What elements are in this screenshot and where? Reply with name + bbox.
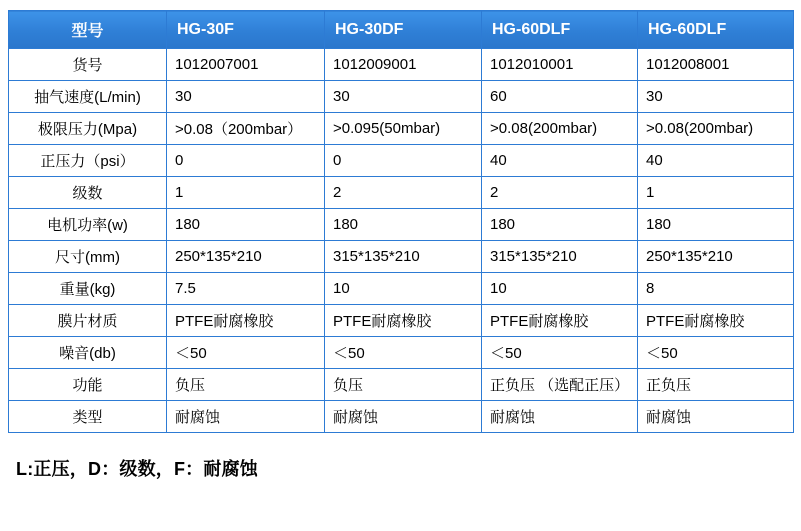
- cell-value: 40: [638, 145, 794, 177]
- cell-value: 10: [482, 273, 638, 305]
- row-label: 货号: [9, 49, 167, 81]
- row-label: 膜片材质: [9, 305, 167, 337]
- row-label: 抽气速度(L/min): [9, 81, 167, 113]
- cell-value: 负压: [167, 369, 325, 401]
- header-cell-parameter: 型号: [9, 11, 167, 49]
- table-row: [9, 177, 794, 209]
- cell-value: >0.08（200mbar）: [167, 113, 325, 145]
- row-label: 电机功率(w): [9, 209, 167, 241]
- table-row: [9, 305, 794, 337]
- cell-value: ＜50: [482, 337, 638, 369]
- row-label: 类型: [9, 401, 167, 433]
- cell-value: >0.08(200mbar): [638, 113, 794, 145]
- cell-value: 60: [482, 81, 638, 113]
- cell-value: 1012009001: [325, 49, 482, 81]
- cell-value: 1012008001: [638, 49, 794, 81]
- cell-value: 30: [638, 81, 794, 113]
- table-row: [9, 401, 794, 433]
- table-row: [9, 49, 794, 81]
- legend-note: L:正压，D：级数，F：耐腐蚀: [16, 459, 258, 479]
- cell-value: 40: [482, 145, 638, 177]
- row-label: 尺寸(mm): [9, 241, 167, 273]
- cell-value: 10: [325, 273, 482, 305]
- cell-value: 7.5: [167, 273, 325, 305]
- cell-value: 180: [638, 209, 794, 241]
- table-row: [9, 145, 794, 177]
- header-cell-model-2: HG-30DF: [325, 11, 482, 49]
- table-row: [9, 209, 794, 241]
- table-body: [9, 49, 794, 433]
- cell-value: 1012010001: [482, 49, 638, 81]
- cell-value: PTFE耐腐橡胶: [482, 305, 638, 337]
- cell-value: 1: [167, 177, 325, 209]
- cell-value: 30: [325, 81, 482, 113]
- table-row: [9, 81, 794, 113]
- table-row: [9, 337, 794, 369]
- header-cell-model-4: HG-60DLF: [638, 11, 794, 49]
- cell-value: 0: [167, 145, 325, 177]
- row-label: 级数: [9, 177, 167, 209]
- row-label: 重量(kg): [9, 273, 167, 305]
- cell-value: 180: [482, 209, 638, 241]
- header-cell-model-3: HG-60DLF: [482, 11, 638, 49]
- cell-value: 0: [325, 145, 482, 177]
- cell-value: ＜50: [638, 337, 794, 369]
- cell-value: >0.08(200mbar): [482, 113, 638, 145]
- cell-value: 180: [167, 209, 325, 241]
- row-label: 功能: [9, 369, 167, 401]
- table-row: [9, 273, 794, 305]
- cell-value: 耐腐蚀: [638, 401, 794, 433]
- cell-value: 正负压 （选配正压）: [482, 369, 638, 401]
- cell-value: 2: [325, 177, 482, 209]
- cell-value: 315*135*210: [325, 241, 482, 273]
- cell-value: 180: [325, 209, 482, 241]
- cell-value: 负压: [325, 369, 482, 401]
- cell-value: 30: [167, 81, 325, 113]
- specification-table: [8, 10, 794, 433]
- table-row: [9, 113, 794, 145]
- cell-value: ＜50: [167, 337, 325, 369]
- table-header: [9, 11, 794, 49]
- table-row: [9, 241, 794, 273]
- cell-value: 耐腐蚀: [325, 401, 482, 433]
- cell-value: PTFE耐腐橡胶: [638, 305, 794, 337]
- table-row: [9, 369, 794, 401]
- cell-value: 8: [638, 273, 794, 305]
- cell-value: 耐腐蚀: [482, 401, 638, 433]
- row-label: 正压力（psi）: [9, 145, 167, 177]
- cell-value: PTFE耐腐橡胶: [167, 305, 325, 337]
- row-label: 噪音(db): [9, 337, 167, 369]
- cell-value: 315*135*210: [482, 241, 638, 273]
- header-cell-model-1: HG-30F: [167, 11, 325, 49]
- cell-value: PTFE耐腐橡胶: [325, 305, 482, 337]
- table-header-row: [9, 11, 794, 49]
- cell-value: 250*135*210: [167, 241, 325, 273]
- cell-value: 1012007001: [167, 49, 325, 81]
- cell-value: 正负压: [638, 369, 794, 401]
- cell-value: ＜50: [325, 337, 482, 369]
- cell-value: 250*135*210: [638, 241, 794, 273]
- cell-value: 耐腐蚀: [167, 401, 325, 433]
- cell-value: 2: [482, 177, 638, 209]
- row-label: 极限压力(Mpa): [9, 113, 167, 145]
- cell-value: 1: [638, 177, 794, 209]
- cell-value: >0.095(50mbar): [325, 113, 482, 145]
